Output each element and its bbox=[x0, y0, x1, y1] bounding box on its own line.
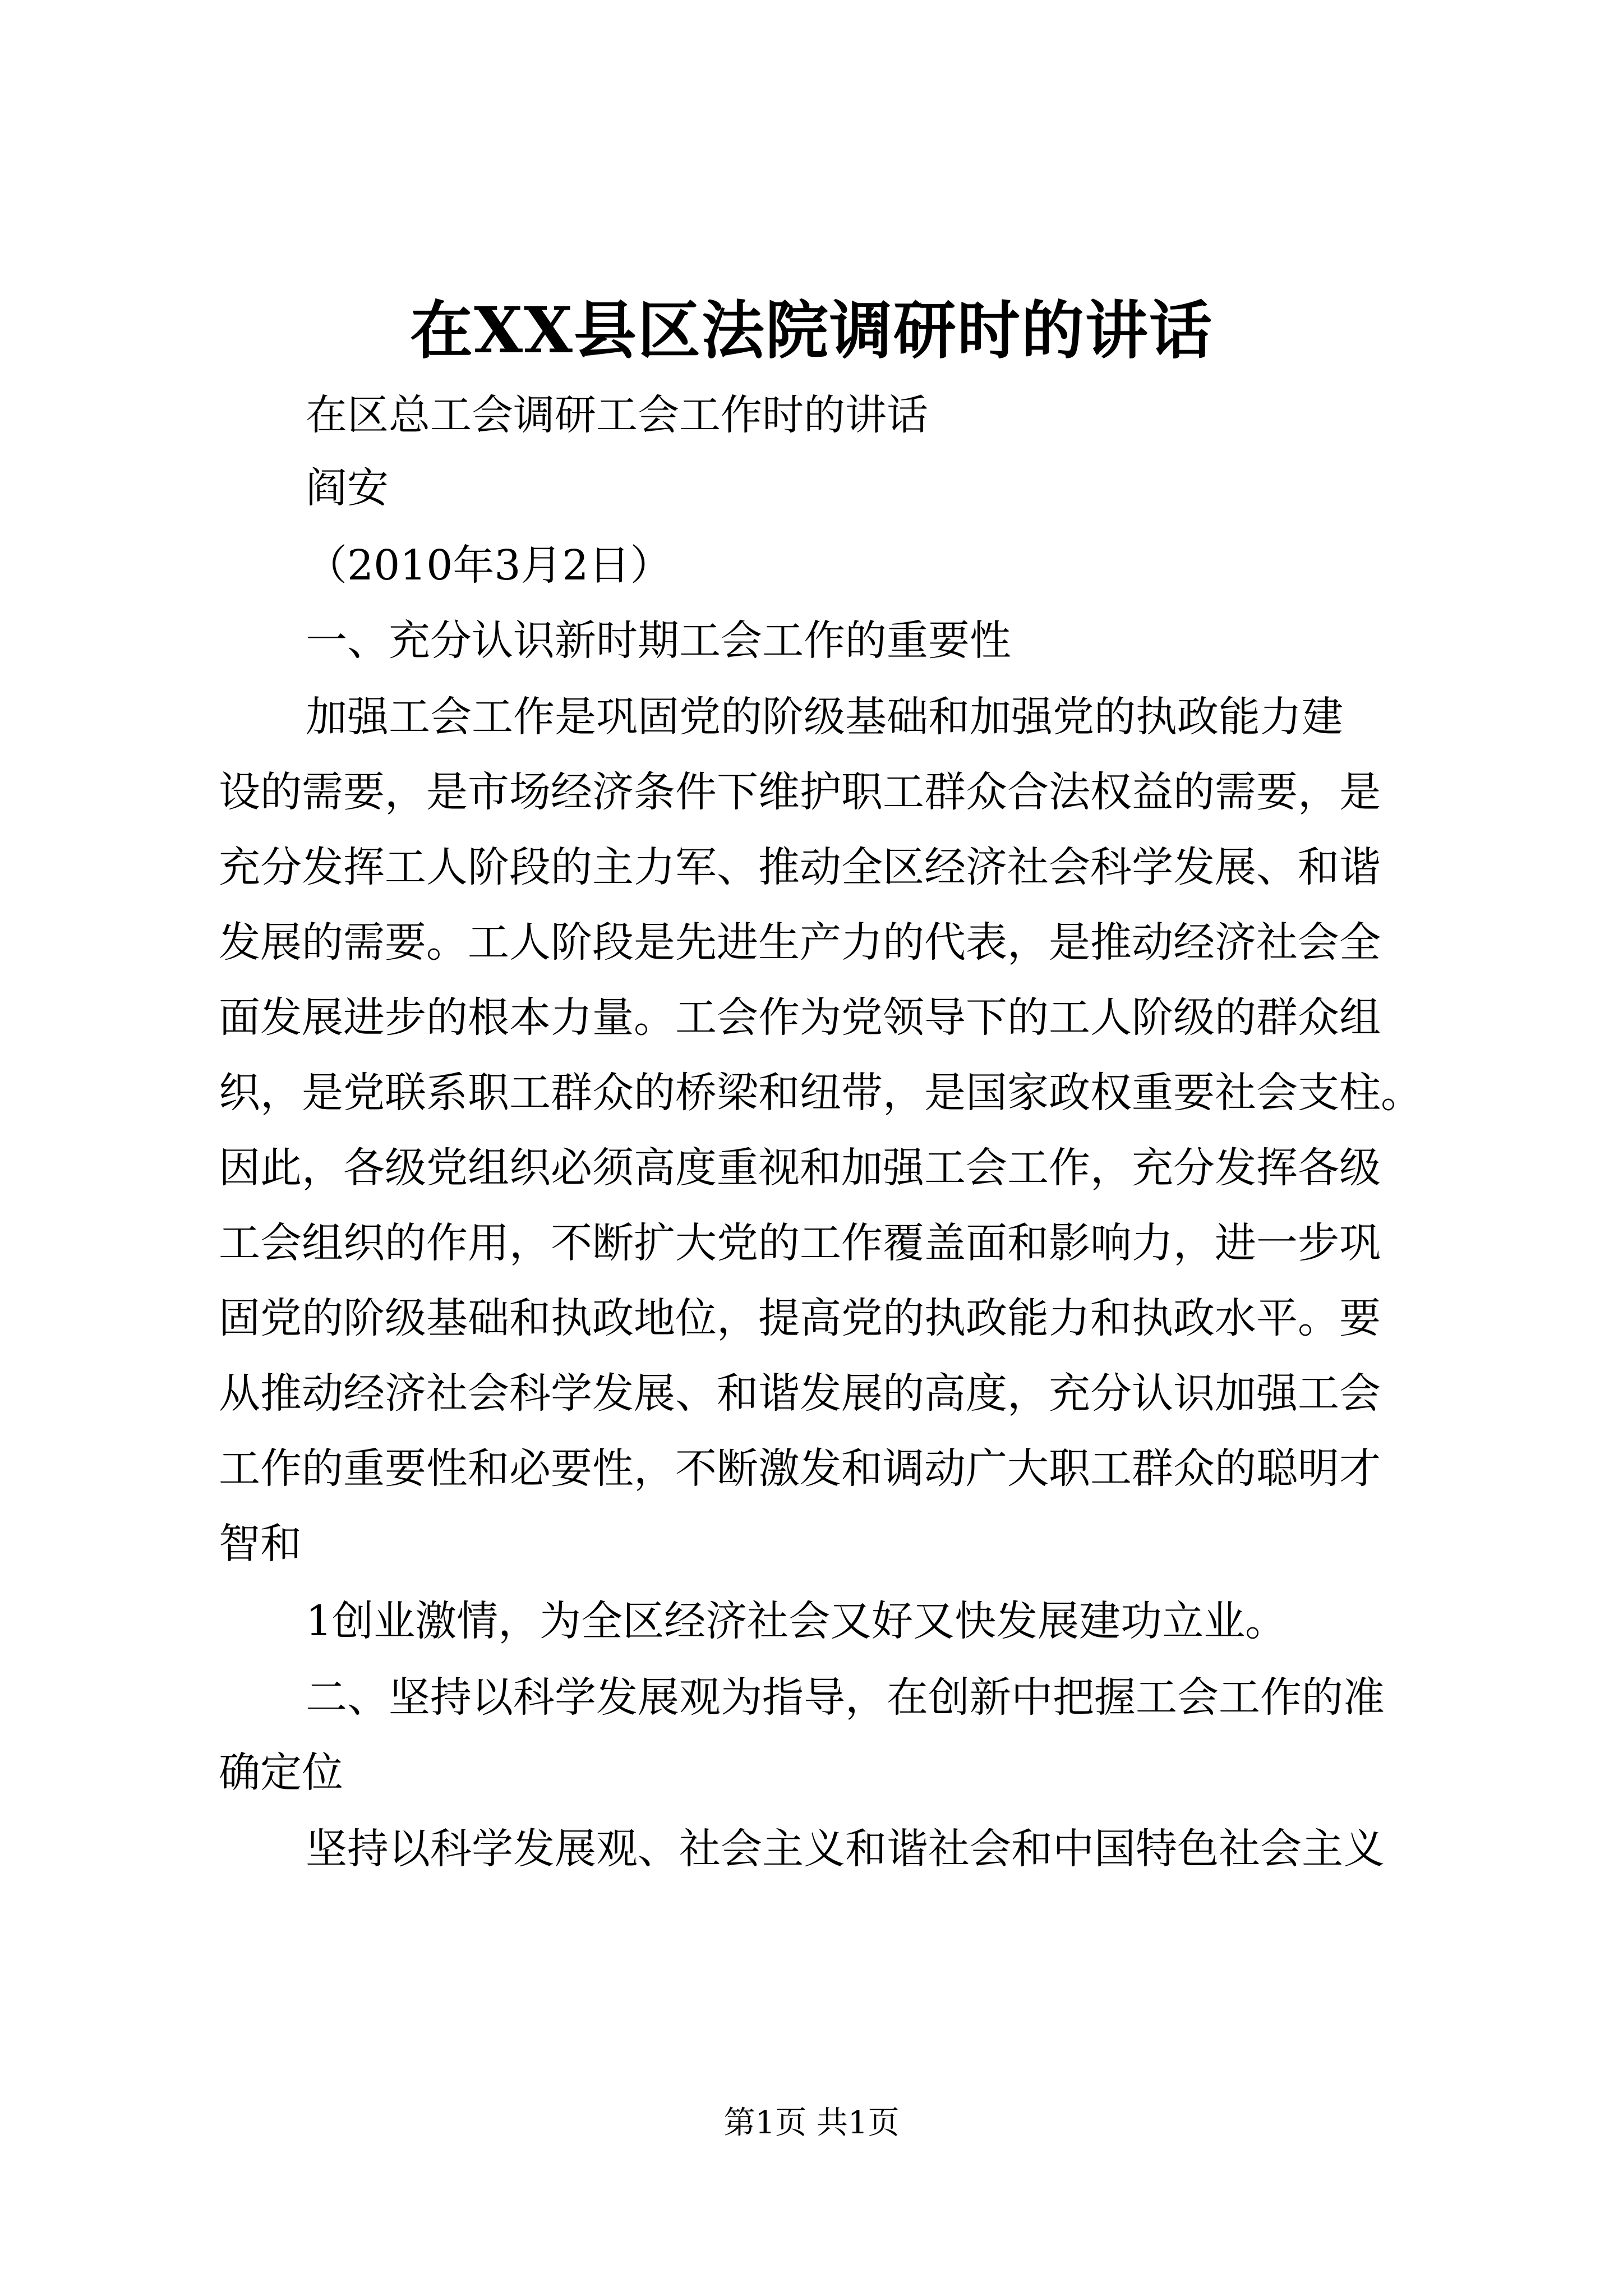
paragraph-1-line: 面发展进步的根本力量。工会作为党领导下的工人阶级的群众组 bbox=[219, 993, 1381, 1042]
document-date: （2010年3月2日） bbox=[306, 541, 672, 590]
paragraph-1-line: 从推动经济社会科学发展、和谐发展的高度，充分认识加强工会 bbox=[219, 1369, 1381, 1418]
page-footer: 第1页 共1页 bbox=[723, 2105, 900, 2141]
paragraph-1-line: 智和 bbox=[219, 1520, 302, 1568]
paragraph-1-line: 因此，各级党组织必须高度重视和加强工会工作，充分发挥各级 bbox=[219, 1144, 1381, 1192]
paragraph-1-line: 织，是党联系职工群众的桥梁和纽带，是国家政权重要社会支柱。 bbox=[219, 1069, 1422, 1117]
document-title: 在XX县区法院调研时的讲话 bbox=[410, 294, 1213, 367]
document-author: 阎安 bbox=[306, 464, 389, 512]
paragraph-1-line: 设的需要，是市场经济条件下维护职工群众合法权益的需要，是 bbox=[219, 768, 1381, 816]
paragraph-3: 坚持以科学发展观、社会主义和谐社会和中国特色社会主义 bbox=[306, 1825, 1385, 1873]
paragraph-1-line: 发展的需要。工人阶段是先进生产力的代表，是推动经济社会全 bbox=[219, 918, 1381, 967]
paragraph-1-line: 工会组织的作用，不断扩大党的工作覆盖面和影响力，进一步巩 bbox=[219, 1219, 1381, 1267]
section-heading-2-line: 二、坚持以科学发展观为指导，在创新中把握工会工作的准 bbox=[306, 1673, 1385, 1722]
document-subtitle: 在区总工会调研工会工作时的讲话 bbox=[306, 391, 928, 439]
section-heading-1: 一、充分认识新时期工会工作的重要性 bbox=[306, 616, 1011, 665]
paragraph-1-line: 充分发挥工人阶段的主力军、推动全区经济社会科学发展、和谐 bbox=[219, 843, 1381, 891]
paragraph-1-line: 固党的阶级基础和执政地位，提高党的执政能力和执政水平。要 bbox=[219, 1294, 1381, 1342]
paragraph-1-line: 加强工会工作是巩固党的阶级基础和加强党的执政能力建 bbox=[306, 693, 1343, 741]
paragraph-1-line: 工作的重要性和必要性，不断激发和调动广大职工群众的聪明才 bbox=[219, 1444, 1381, 1493]
section-heading-2-line: 确定位 bbox=[219, 1749, 343, 1797]
paragraph-2: 1创业激情，为全区经济社会又好又快发展建功立业。 bbox=[306, 1597, 1287, 1645]
